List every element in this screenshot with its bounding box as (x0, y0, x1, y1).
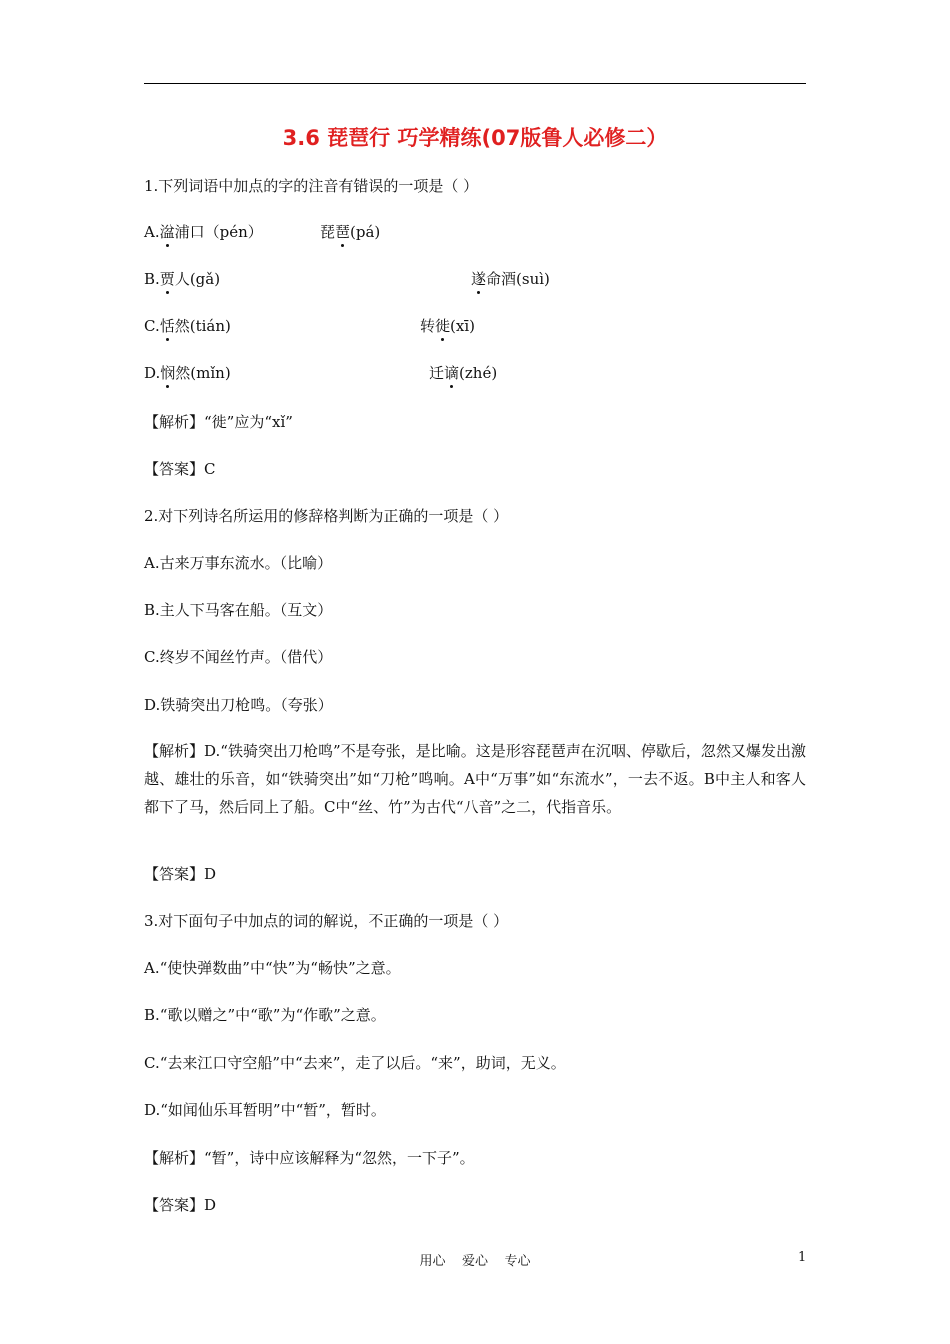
q1-answer: 【答案】C (144, 460, 216, 478)
q1-stem: 1.下列词语中加点的字的注音有错误的一项是（ ） (144, 177, 479, 195)
q2-option-d: D.铁骑突出刀枪鸣。（夸张） (144, 696, 333, 714)
q3-option-a: A.“使快弹数曲”中“快”为“畅快”之意。 (144, 959, 401, 977)
page-title: 3.6 琵琶行 巧学精练(07版鲁人必修二） (282, 126, 668, 150)
page-footer: 用心 爱心 专心 (419, 1254, 531, 1269)
q1-option-b: B.贾人(gǎ) 遂命酒(suì) (144, 270, 550, 288)
q3-answer: 【答案】D (144, 1196, 217, 1214)
page-number: 1 (798, 1250, 807, 1265)
q3-option-c: C.“去来江口守空船”中“去来”，走了以后。“来”，助词，无义。 (144, 1054, 566, 1072)
q1-option-d: D.悯然(mǐn) 迁谪(zhé) (144, 364, 498, 382)
header-rule (144, 83, 806, 84)
q1-option-a: A.湓浦口（pén） 琵琶(pá) (144, 223, 381, 241)
q1-analysis: 【解析】“徙”应为“xǐ” (144, 413, 293, 431)
q2-stem: 2.对下列诗名所运用的修辞格判断为正确的一项是（ ） (144, 507, 509, 525)
q3-option-b: B.“歌以赠之”中“歌”为“作歌”之意。 (144, 1006, 386, 1024)
q2-option-a: A.古来万事东流水。（比喻） (144, 554, 333, 572)
q3-stem: 3.对下面句子中加点的词的解说，不正确的一项是（ ） (144, 912, 509, 930)
q2-analysis: 【解析】D.“铁骑突出刀枪鸣”不是夸张，是比喻。这是形容琵琶声在沉咽、停歇后，忽然又爆发出激越、雄壮的乐音，如“铁骑突出”如“刀枪”鸣响。A中“万事”如“东流水”，一去不返。B中主人和客人都下了马，然后同上了船。C中“丝、竹”为古代“八音”之二，代指音乐。 (144, 742, 806, 816)
q1-option-c: C.恬然(tián) 转徙(xī) (144, 317, 475, 335)
q2-option-c: C.终岁不闻丝竹声。（借代） (144, 648, 333, 666)
q3-analysis: 【解析】“暂”，诗中应该解释为“忽然，一下子”。 (144, 1149, 475, 1167)
q2-option-b: B.主人下马客在船。（互文） (144, 601, 333, 619)
q3-option-d: D.“如闻仙乐耳暂明”中“暂”，暂时。 (144, 1101, 386, 1119)
q2-answer: 【答案】D (144, 865, 217, 883)
